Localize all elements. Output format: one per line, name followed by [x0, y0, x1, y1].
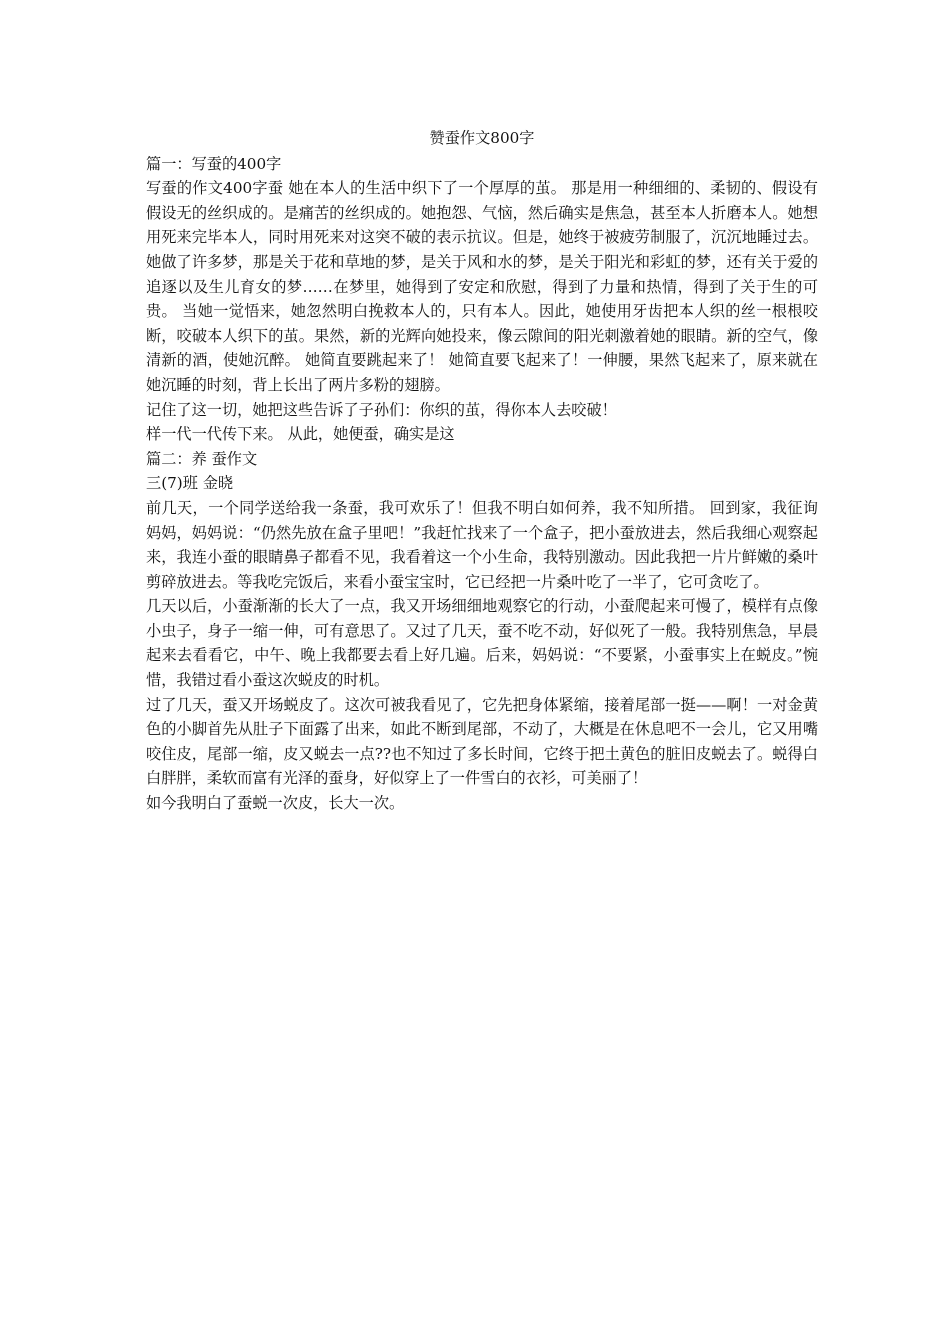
section2-heading: 篇二：养 蚕作文: [146, 449, 258, 468]
section2-paragraph-4: 如今我明白了蚕蜕一次皮，长大一次。: [146, 794, 405, 813]
document-title: 赞蚕作文800字: [429, 129, 535, 147]
document-body: [146, 126, 818, 816]
section2-paragraph-1: 前几天，一个同学送给我一条蚕，我可欢乐了！但我不明白如何养，我不知所措。 回到家，我征询妈妈，妈妈说：“仍然先放在盒子里吧！”我赶忙找来了一个盒子，把小蚕放进去，然后我细心观察起来，我连小蚕的眼睛鼻子都看不见，我看着这一个小生命，我特别激动。因此我把一片片鲜嫩的桑叶剪碎放进去。等我吃完饭后，来看小蚕宝宝时，它已经把一片桑叶吃了一半了，它可贪吃了。: [146, 498, 818, 591]
section1-paragraph-3: 样一代一代传下来。 从此，她便蚕，确实是这: [146, 425, 455, 444]
section1-paragraph-1: 写蚕的作文400字蚕 她在本人的生活中织下了一个厚厚的茧。 那是用一种细细的、柔韧的、假设有假设无的丝织成的。是痛苦的丝织成的。她抱怨、气恼，然后确实是焦急，甚至本人折磨本人。她想用死来完毕本人，同时用死来对这突不破的表示抗议。但是，她终于被疲劳制服了，沉沉地睡过去。她做了许多梦，那是关于花和草地的梦，是关于风和水的梦，是关于阳光和彩虹的梦，还有关于爱的追逐以及生儿育女的梦……在梦里，她得到了安定和欣慰，得到了力量和热情，得到了关于生的可贵。 当她一觉悟来，她忽然明白挽救本人的，只有本人。因此，她使用牙齿把本人织的丝一根根咬断，咬破本人织下的茧。果然，新的光辉向她投来，像云隙间的阳光刺激着她的眼睛。新的空气，像清新的酒，使她沉醉。 她简直要跳起来了！ 她简直要飞起来了！一伸腰，果然飞起来了，原来就在她沉睡的时刻，背上长出了两片多粉的翅膀。: [146, 179, 818, 394]
section2-paragraph-3: 过了几天，蚕又开场蜕皮了。这次可被我看见了，它先把身体紧缩，接着尾部一挺——啊！一对金黄色的小脚首先从肚子下面露了出来，如此不断到尾部，不动了，大概是在休息吧不一会儿，它又用嘴咬住皮，尾部一缩，皮又蜕去一点??也不知过了多长时间，它终于把土黄色的脏旧皮蜕去了。蜕得白白胖胖，柔软而富有光泽的蚕身，好似穿上了一件雪白的衣衫，可美丽了！: [146, 695, 818, 788]
section2-byline: 三(7)班 金晓: [146, 474, 234, 493]
section1-heading: 篇一：写蚕的400字: [146, 154, 282, 173]
section2-paragraph-2: 几天以后，小蚕渐渐的长大了一点，我又开场细细地观察它的行动，小蚕爬起来可慢了，模样有点像小虫子，身子一缩一伸，可有意思了。又过了几天，蚕不吃不动，好似死了一般。我特别焦急，早晨起来去看看它，中午、晚上我都要去看上好几遍。后来，妈妈说：“不要紧，小蚕事实上在蜕皮。”惋惜，我错过看小蚕这次蜕皮的时机。: [146, 597, 818, 690]
section1-paragraph-2: 记住了这一切，她把这些告诉了子孙们：你织的茧，得你本人去咬破！: [146, 400, 617, 419]
